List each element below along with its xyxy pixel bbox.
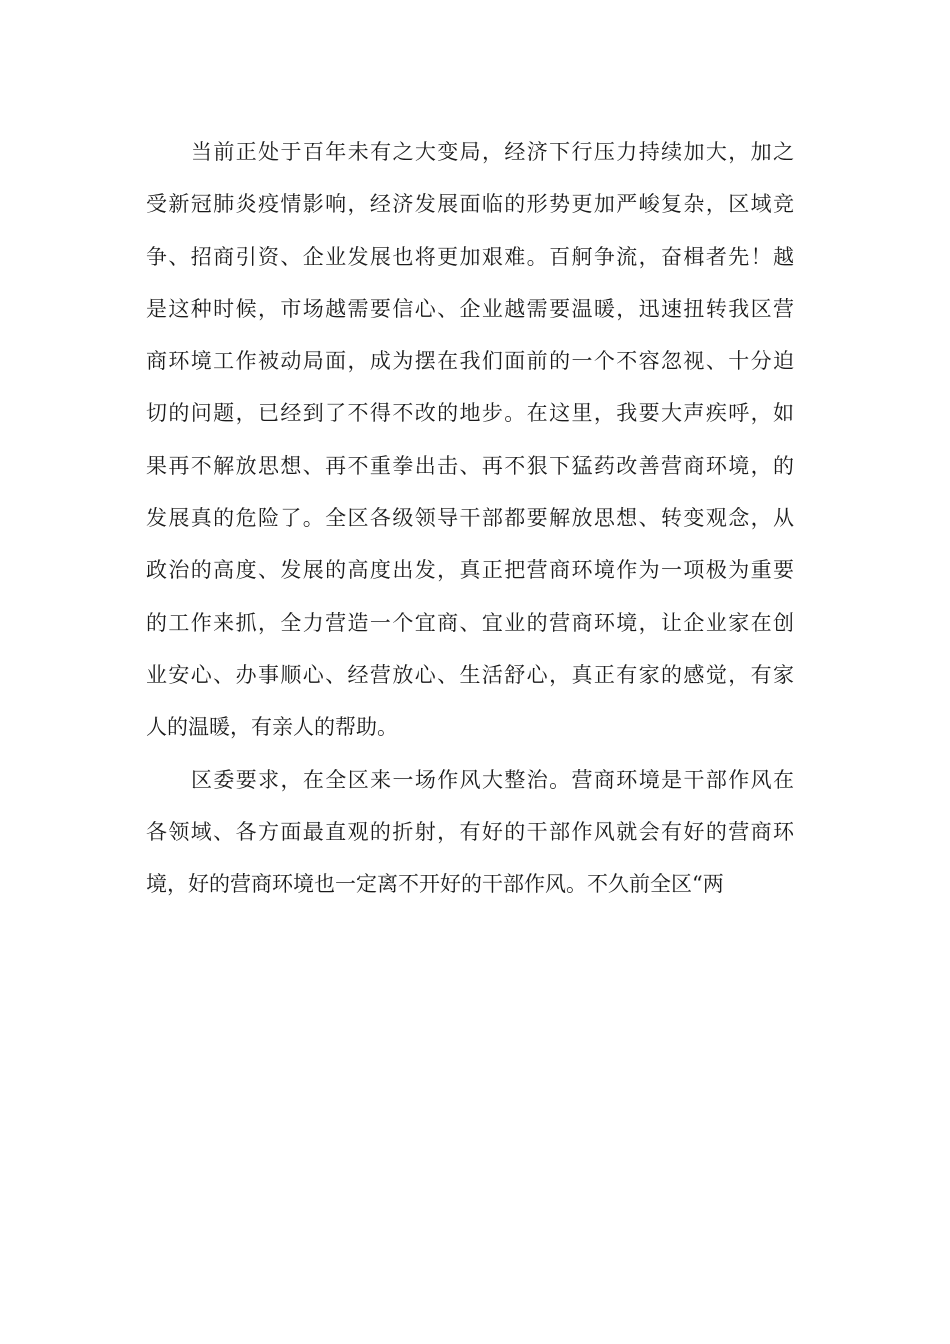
text-line: 商环境工作被动局面，成为摆在我们面前的一个不容忽视、十分迫 (146, 349, 794, 374)
text-line: 境，好的营商环境也一定离不开好的干部作风。不久前全区“两 (146, 872, 724, 897)
text-line: 是这种时候，市场越需要信心、企业越需要温暖，迅速扭转我区营 (146, 296, 794, 321)
text-line: 受新冠肺炎疫情影响，经济发展面临的形势更加严峻复杂，区域竞 (146, 192, 794, 217)
text-line: 政治的高度、发展的高度出发，真正把营商环境作为一项极为重要 (146, 558, 794, 583)
text-line: 果再不解放思想、再不重拳出击、再不狠下猛药改善营商环境，的 (146, 453, 794, 478)
text-line: 发展真的危险了。全区各级领导干部都要解放思想、转变观念，从 (146, 506, 794, 531)
text-line: 的工作来抓，全力营造一个宜商、宜业的营商环境，让企业家在创 (146, 610, 794, 635)
text-line: 争、招商引资、企业发展也将更加艰难。百舸争流，奋楫者先！越 (146, 244, 794, 269)
text-line: 人的温暖，有亲人的帮助。 (146, 715, 398, 740)
text-line: 业安心、办事顺心、经营放心、生活舒心，真正有家的感觉，有家 (146, 662, 794, 687)
paragraph (146, 754, 794, 911)
document-body (146, 126, 794, 910)
paragraph (146, 126, 794, 754)
text-line: 区委要求，在全区来一场作风大整治。营商环境是干部作风在 (191, 767, 794, 792)
text-line: 切的问题，已经到了不得不改的地步。在这里，我要大声疾呼，如 (146, 401, 794, 426)
text-line: 当前正处于百年未有之大变局，经济下行压力持续加大，加之 (191, 140, 794, 164)
text-line: 各领域、各方面最直观的折射，有好的干部作风就会有好的营商环 (146, 819, 794, 844)
